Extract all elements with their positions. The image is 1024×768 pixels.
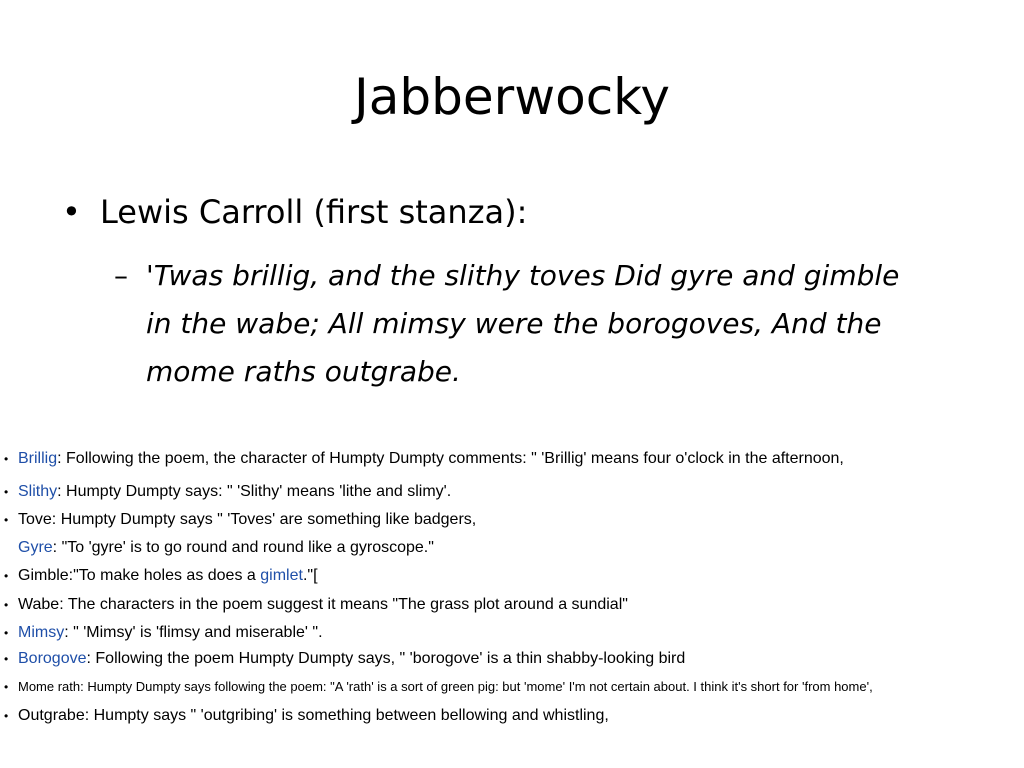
glossary-item-gyre — [4, 537, 434, 559]
definition: Humpty Dumpty says: " 'Slithy' means 'lithe and slimy'. — [61, 483, 452, 500]
dash-icon: – — [114, 259, 128, 292]
definition-prefix: Gimble:"To make holes as does a — [18, 567, 261, 584]
term-link[interactable]: Brillig — [18, 450, 58, 467]
term-link[interactable]: gimlet — [260, 567, 303, 584]
glossary-item-gimble — [4, 565, 318, 587]
bullet-icon: • — [4, 598, 9, 612]
term-link[interactable]: Gyre — [18, 539, 53, 556]
definition: ."[ — [302, 567, 318, 584]
definition: The characters in the poem suggest it means "The grass plot around a sundial" — [63, 596, 628, 613]
definition: "To 'gyre' is to go round and round like a gyroscope." — [57, 539, 434, 556]
term-sep: : — [80, 679, 84, 694]
glossary-item-tove — [4, 509, 476, 531]
term: Mome rath — [18, 679, 81, 694]
glossary-item-mimsy — [4, 622, 323, 644]
term: Outgrabe — [18, 707, 85, 724]
term-link[interactable]: Mimsy — [18, 624, 65, 641]
bullet-icon: • — [4, 652, 9, 666]
term-sep: : — [84, 707, 90, 724]
stanza-bullet — [114, 252, 914, 396]
term-link[interactable]: Borogove — [18, 650, 87, 667]
definition: Following the poem, the character of Humpty Dumpty comments: " 'Brillig' means four o'clock in the afternoon, — [61, 450, 844, 467]
main-bullet — [62, 190, 527, 234]
glossary-item-mome-rath — [4, 676, 873, 698]
bullet-icon: • — [4, 709, 9, 723]
bullet-icon: • — [62, 193, 81, 231]
glossary-item-brillig — [4, 448, 844, 470]
bullet-icon: • — [4, 626, 9, 640]
bullet-text: Lewis Carroll (first stanza): — [100, 193, 528, 231]
term-sep: : — [64, 624, 69, 641]
glossary-item-outgrabe — [4, 705, 609, 727]
term-sep: : — [52, 539, 58, 556]
term-sep: : — [59, 596, 64, 613]
definition: Humpty Dumpty says " 'Toves' are something like badgers, — [56, 511, 477, 528]
glossary-item-slithy — [4, 481, 451, 503]
term-sep: : — [86, 650, 91, 667]
bullet-icon: • — [4, 569, 9, 583]
slide-title: Jabberwocky — [354, 68, 670, 126]
definition: Humpty says " 'outgribing' is something between bellowing and whistling, — [89, 707, 609, 724]
definition: Humpty Dumpty says following the poem: "A 'rath' is a sort of green pig: but 'mome' I'm not certain about. I think it's short for 'from home', — [83, 679, 873, 694]
bullet-icon: • — [4, 680, 9, 694]
term: Wabe — [18, 596, 60, 613]
stanza-text: 'Twas brillig, and the slithy toves Did gyre and gimble in the wabe; All mimsy were the borogoves, And the mome raths outgrabe. — [146, 259, 900, 388]
bullet-icon: • — [4, 513, 9, 527]
term-sep: : — [57, 450, 62, 467]
term-sep: : — [57, 483, 62, 500]
definition: Following the poem Humpty Dumpty says, " 'borogove' is a thin shabby-looking bird — [90, 650, 686, 667]
glossary-item-borogove — [4, 648, 685, 670]
glossary-item-wabe — [4, 594, 628, 616]
definition: " 'Mimsy' is 'flimsy and miserable' ". — [68, 624, 323, 641]
term: Tove — [18, 511, 52, 528]
bullet-icon: • — [4, 485, 9, 499]
term-sep: : — [51, 511, 57, 528]
term-link[interactable]: Slithy — [18, 483, 58, 500]
bullet-icon: • — [4, 452, 9, 466]
